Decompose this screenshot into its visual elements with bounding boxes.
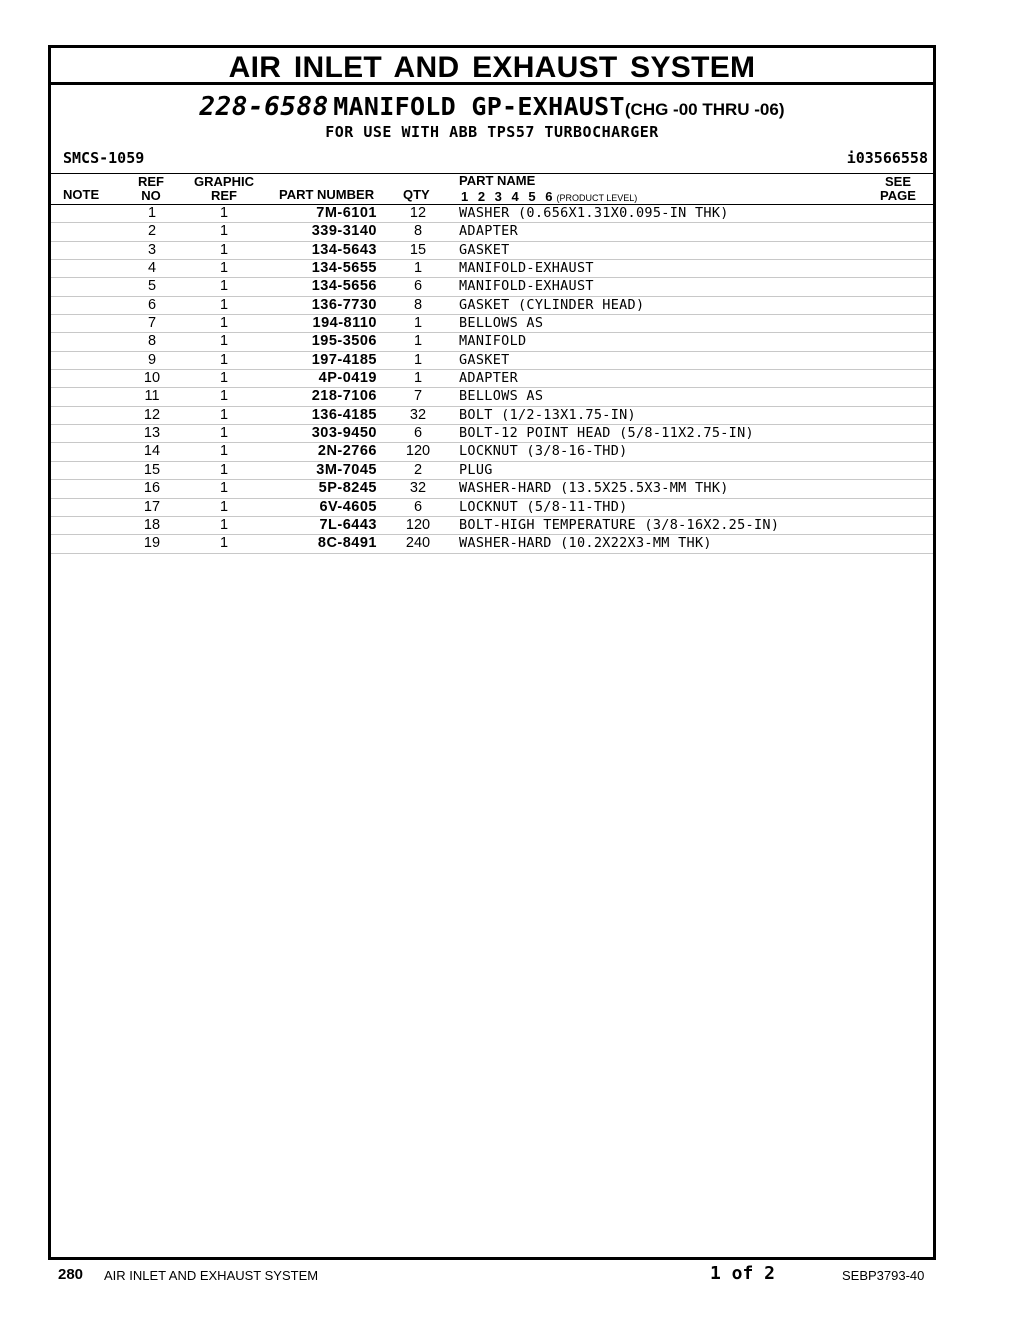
qty-cell: 1 (413, 333, 423, 350)
part-number-cell: 3M-7045 (316, 461, 377, 478)
graphic-ref-cell: 1 (219, 351, 229, 368)
qty-cell: 32 (409, 480, 427, 497)
graphic-ref-cell: 1 (219, 516, 229, 533)
group-part-number: 228-6588 (199, 92, 329, 122)
graphic-ref-cell: 1 (219, 278, 229, 295)
group-heading (51, 92, 933, 122)
qty-cell: 8 (413, 296, 423, 313)
part-name-cell: ADAPTER (459, 223, 518, 240)
part-number-cell: 7L-6443 (319, 516, 377, 533)
table-row (51, 535, 933, 553)
part-number-cell: 5P-8245 (318, 480, 377, 497)
ref-no-cell: 2 (147, 223, 157, 240)
ref-no-cell: 6 (147, 296, 157, 313)
part-number-cell: 7M-6101 (316, 205, 377, 221)
column-header-graphic-ref: GRAPHIC REF (194, 174, 254, 203)
footer-page-number: 280 (58, 1266, 84, 1283)
table-row (51, 297, 933, 315)
table-row (51, 517, 933, 535)
part-number-cell: 303-9450 (311, 425, 377, 442)
ref-no-cell: 7 (147, 315, 157, 332)
part-name-cell: MANIFOLD-EXHAUST (459, 278, 594, 295)
graphic-ref-cell: 1 (219, 498, 229, 515)
column-header-part-number: PART NUMBER (279, 187, 375, 202)
illustration-id: i03566558 (846, 149, 928, 167)
ref-no-cell: 19 (143, 535, 161, 552)
table-header (51, 173, 933, 205)
part-name-cell: WASHER-HARD (10.2X22X3-MM THK) (459, 535, 712, 552)
part-name-cell: BELLOWS AS (459, 315, 544, 332)
table-row (51, 333, 933, 351)
qty-cell: 6 (413, 498, 423, 515)
section-title: AIR INLET AND EXHAUST SYSTEM (51, 48, 933, 85)
graphic-ref-cell: 1 (219, 333, 229, 350)
qty-cell: 6 (413, 425, 423, 442)
part-name-cell: GASKET (CYLINDER HEAD) (459, 296, 645, 313)
ref-no-cell: 8 (147, 333, 157, 350)
footer-section-title: AIR INLET AND EXHAUST SYSTEM (104, 1268, 319, 1283)
part-name-cell: BOLT-HIGH TEMPERATURE (3/8-16X2.25-IN) (459, 516, 780, 533)
graphic-ref-cell: 1 (219, 223, 229, 240)
graphic-ref-cell: 1 (219, 241, 229, 258)
graphic-ref-cell: 1 (219, 315, 229, 332)
part-name-cell: BOLT-12 POINT HEAD (5/8-11X2.75-IN) (459, 425, 754, 442)
ref-no-cell: 4 (147, 260, 157, 277)
part-name-cell: LOCKNUT (5/8-11-THD) (459, 498, 628, 515)
ref-no-cell: 5 (147, 278, 157, 295)
ref-no-cell: 17 (143, 498, 161, 515)
table-row (51, 352, 933, 370)
part-name-cell: PLUG (459, 461, 493, 478)
graphic-ref-cell: 1 (219, 425, 229, 442)
part-number-cell: 136-7730 (311, 296, 377, 313)
part-name-cell: WASHER (0.656X1.31X0.095-IN THK) (459, 205, 729, 221)
qty-cell: 1 (413, 370, 423, 387)
part-name-cell: WASHER-HARD (13.5X25.5X3-MM THK) (459, 480, 729, 497)
part-number-cell: 136-4185 (311, 406, 377, 423)
table-row (51, 205, 933, 223)
column-header-part-name: PART NAME (459, 173, 536, 188)
qty-cell: 8 (413, 223, 423, 240)
table-row (51, 223, 933, 241)
table-row (51, 242, 933, 260)
ref-no-cell: 13 (143, 425, 161, 442)
ref-no-cell: 1 (147, 205, 157, 221)
part-number-cell: 197-4185 (311, 351, 377, 368)
part-number-cell: 134-5656 (311, 278, 377, 295)
graphic-ref-cell: 1 (219, 388, 229, 405)
column-header-note: NOTE (63, 187, 100, 202)
ref-no-cell: 9 (147, 351, 157, 368)
table-row (51, 499, 933, 517)
qty-cell: 7 (413, 388, 423, 405)
part-number-cell: 195-3506 (311, 333, 377, 350)
part-number-cell: 2N-2766 (317, 443, 377, 460)
table-row (51, 315, 933, 333)
product-level-scale (461, 190, 637, 205)
part-name-cell: BELLOWS AS (459, 388, 544, 405)
qty-cell: 120 (405, 516, 431, 533)
ref-no-cell: 3 (147, 241, 157, 258)
qty-cell: 240 (405, 535, 431, 552)
smcs-code: SMCS-1059 (63, 149, 145, 167)
footer-page-count: 1 of 2 (710, 1263, 776, 1284)
table-row (51, 407, 933, 425)
ref-no-cell: 18 (143, 516, 161, 533)
column-header-see-page: SEE PAGE (880, 174, 916, 203)
part-number-cell: 218-7106 (311, 388, 377, 405)
part-number-cell: 4P-0419 (318, 370, 377, 387)
graphic-ref-cell: 1 (219, 260, 229, 277)
part-name-cell: GASKET (459, 241, 510, 258)
qty-cell: 1 (413, 351, 423, 368)
ref-no-cell: 10 (143, 370, 161, 387)
usage-note: FOR USE WITH ABB TPS57 TURBOCHARGER (325, 123, 659, 141)
qty-cell: 12 (409, 205, 427, 221)
ref-no-cell: 11 (144, 388, 160, 405)
graphic-ref-cell: 1 (219, 205, 229, 221)
table-row (51, 462, 933, 480)
qty-cell: 120 (405, 443, 431, 460)
graphic-ref-cell: 1 (219, 535, 229, 552)
graphic-ref-cell: 1 (219, 370, 229, 387)
graphic-ref-cell: 1 (219, 296, 229, 313)
ref-no-cell: 16 (143, 480, 161, 497)
part-name-cell: ADAPTER (459, 370, 518, 387)
change-range: (CHG -00 THRU -06) (624, 100, 785, 119)
graphic-ref-cell: 1 (219, 443, 229, 460)
part-number-cell: 134-5655 (311, 260, 377, 277)
table-row (51, 260, 933, 278)
part-number-cell: 194-8110 (312, 315, 377, 332)
table-row (51, 278, 933, 296)
part-number-cell: 6V-4605 (319, 498, 377, 515)
table-row (51, 388, 933, 406)
graphic-ref-cell: 1 (219, 461, 229, 478)
product-level-label: (PRODUCT LEVEL) (556, 193, 638, 203)
part-name-cell: GASKET (459, 351, 510, 368)
qty-cell: 1 (413, 315, 423, 332)
ref-no-cell: 12 (143, 406, 161, 423)
part-number-cell: 339-3140 (311, 223, 377, 240)
qty-cell: 1 (413, 260, 423, 277)
group-name: MANIFOLD GP-EXHAUST (333, 92, 625, 121)
footer-document-number: SEBP3793-40 (842, 1268, 925, 1283)
table-row (51, 425, 933, 443)
table-row (51, 480, 933, 498)
part-name-cell: LOCKNUT (3/8-16-THD) (459, 443, 628, 460)
qty-cell: 6 (413, 278, 423, 295)
table-row (51, 370, 933, 388)
parts-table-body (51, 205, 933, 554)
qty-cell: 2 (413, 461, 423, 478)
graphic-ref-cell: 1 (219, 480, 229, 497)
part-name-cell: MANIFOLD (459, 333, 527, 350)
part-name-cell: BOLT (1/2-13X1.75-IN) (459, 406, 636, 423)
part-number-cell: 134-5643 (311, 241, 377, 258)
qty-cell: 15 (409, 241, 427, 258)
parts-page-frame (48, 45, 936, 1260)
product-level-numbers: 1 2 3 4 5 6 (461, 189, 553, 204)
table-row (51, 443, 933, 461)
ref-no-cell: 14 (143, 443, 161, 460)
qty-cell: 32 (409, 406, 427, 423)
part-number-cell: 8C-8491 (317, 535, 377, 552)
ref-no-cell: 15 (143, 461, 161, 478)
part-name-cell: MANIFOLD-EXHAUST (459, 260, 594, 277)
column-header-qty: QTY (403, 187, 430, 202)
column-header-ref-no: REF NO (138, 174, 164, 203)
graphic-ref-cell: 1 (219, 406, 229, 423)
